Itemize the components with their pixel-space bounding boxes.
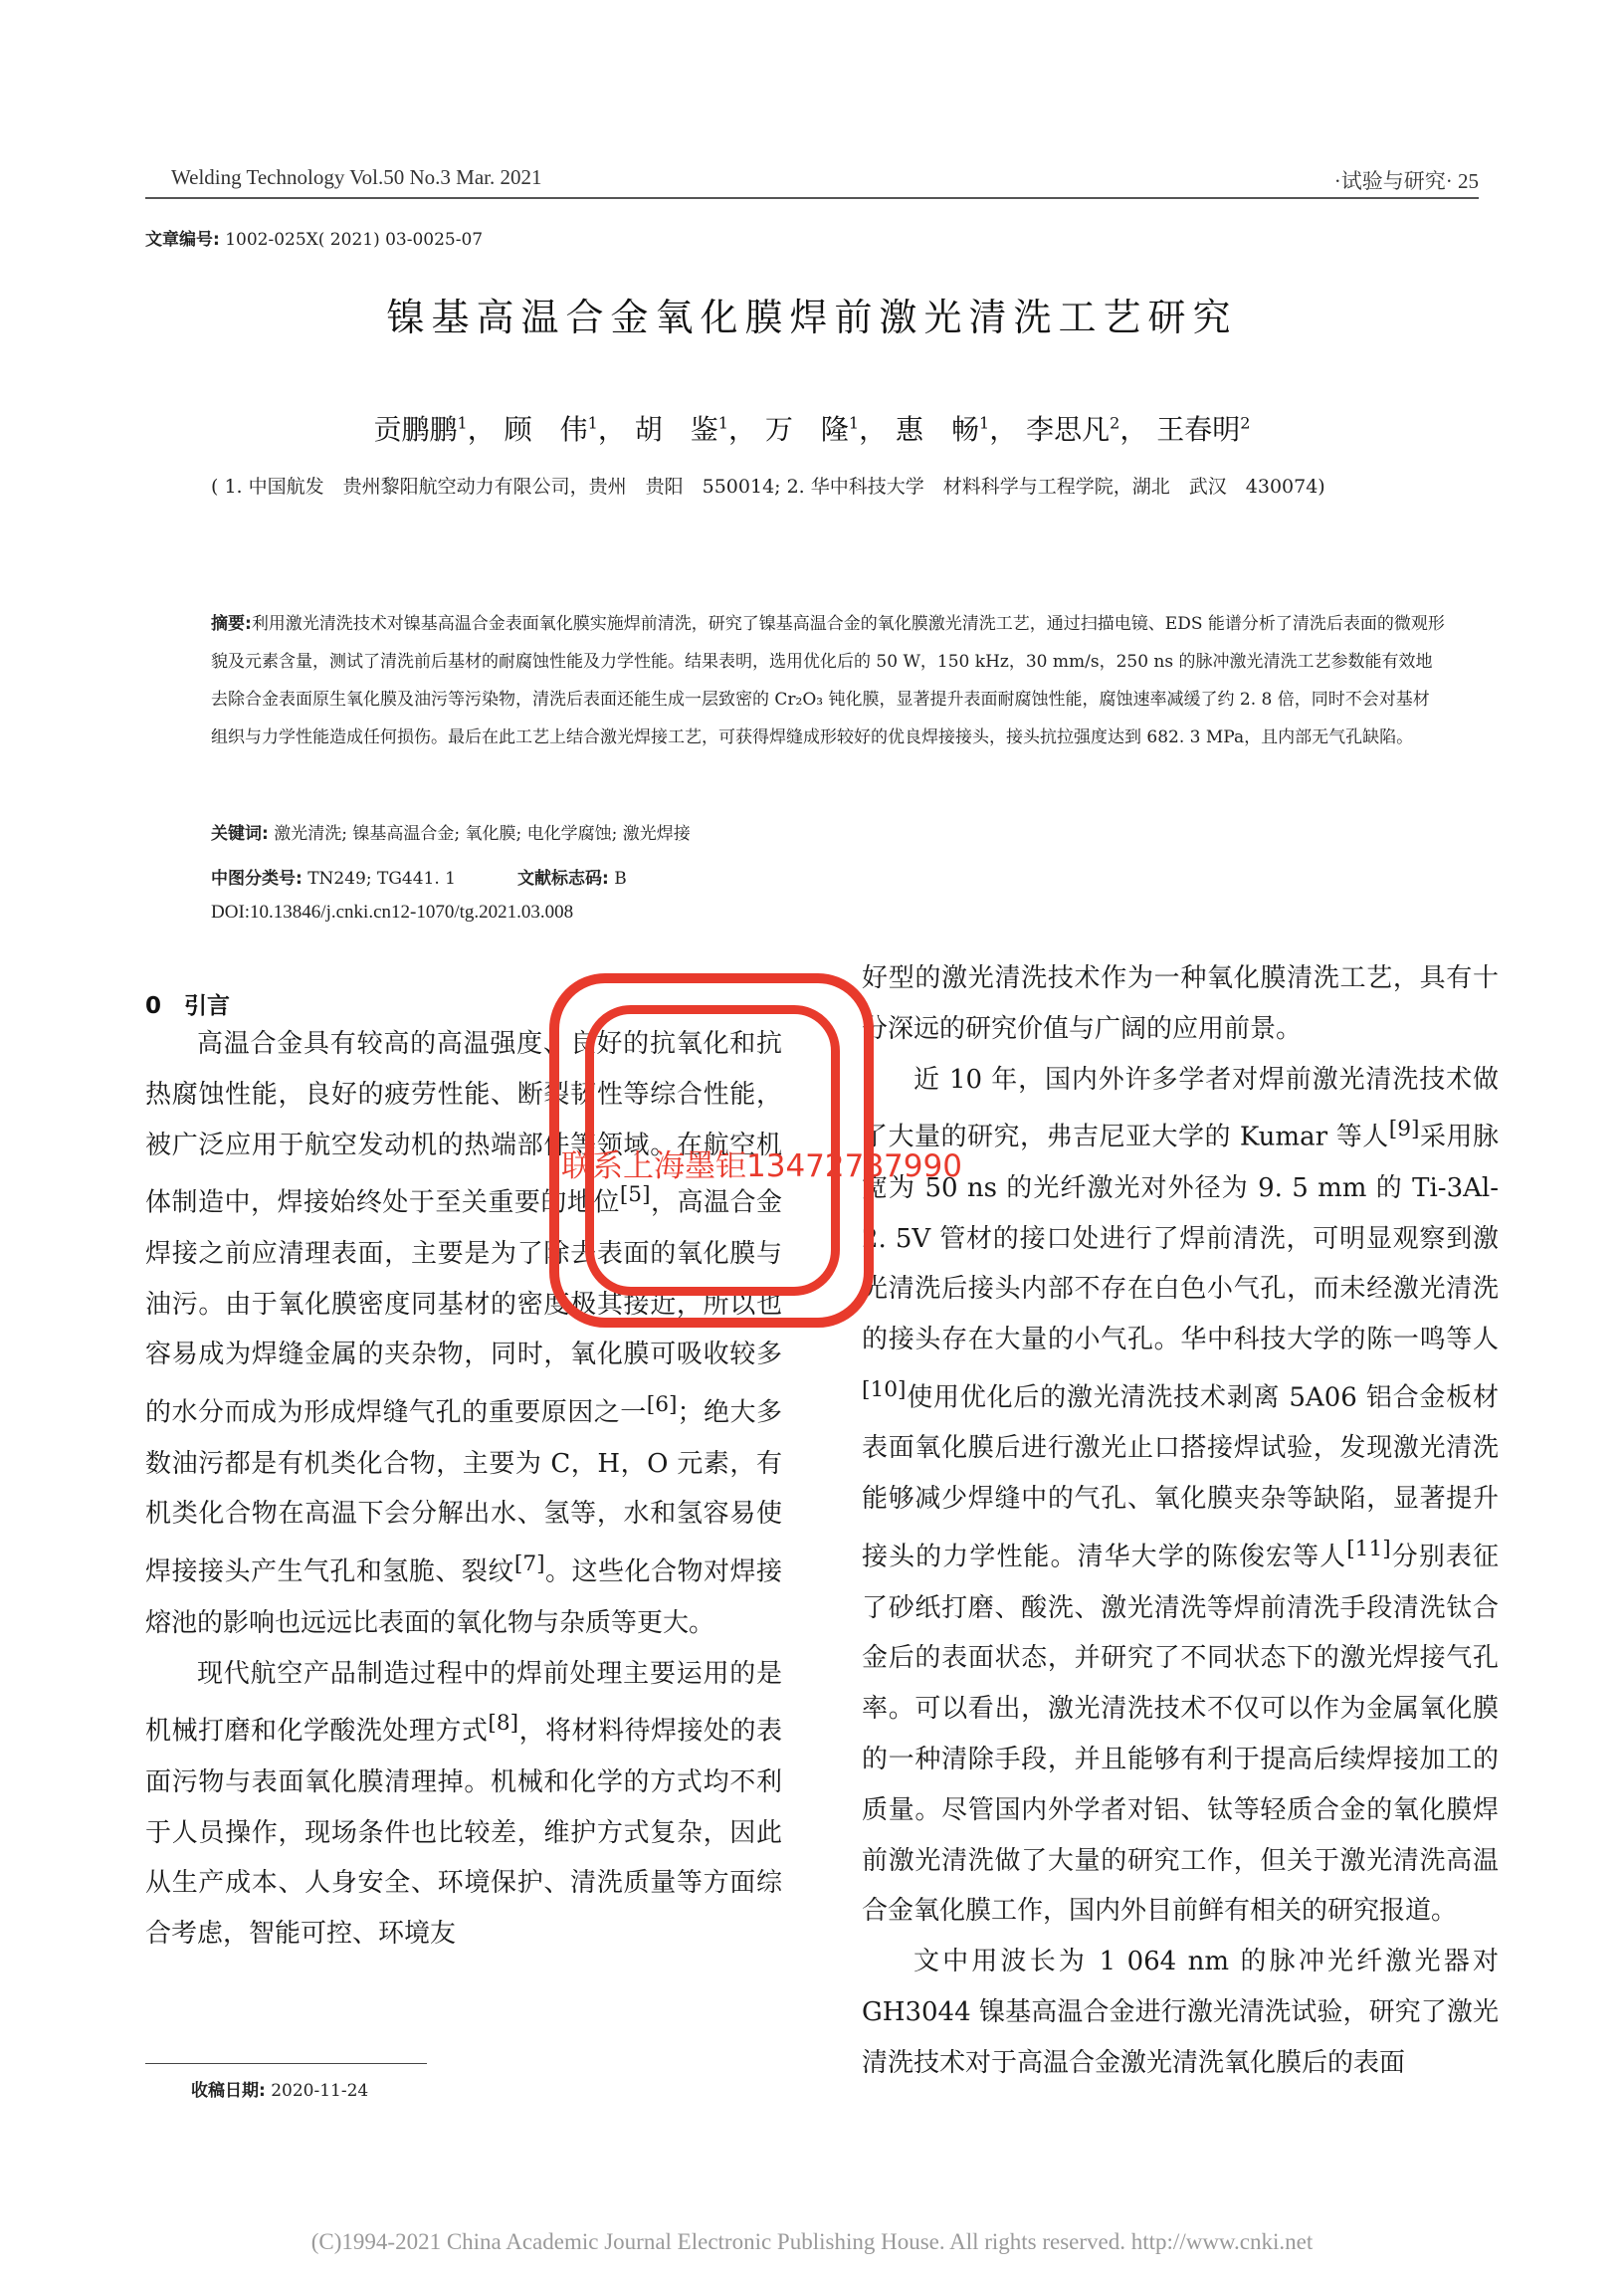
citation[interactable]: [6] [646,1392,678,1418]
received-date: 收稿日期: 2020-11-24 [191,2081,369,2101]
author: 贡鹏鹏$^1$ [373,413,468,446]
section-header: ·试验与研究· 25 [1333,169,1479,193]
abstract-text: 利用激光清洗技术对镍基高温合金表面氧化膜实施焊前清洗，研究了镍基高温合金的氧化膜激光清洗工艺，通过扫描电镜、EDS 能谱分析了清洗后表面的微观形貌及元素含量，测试了清洗前后基材的耐腐蚀性能及力学性能。结果表明，选用优化后的 50 W，150 kHz，30 mm/s，250 ns 的脉冲激光清洗工艺参数能有效地去除合金表面原生氧化膜及油污等污染物，清洗后表面还能生成一层致密的 Cr₂O₃ 钝化膜，显著提升表面耐腐蚀性能，腐蚀速率减缓了约 2. 8 倍，同时不会对基材组织与力学性能造成任何损伤。最后在此工艺上结合激光焊接工艺，可获得焊缝成形较好的优良焊接接头，接头抗拉强度达到 682. 3 MPa，且内部无气孔缺陷。 [211,614,1445,747]
paragraph: 文中用波长为 1 064 nm 的脉冲光纤激光器对 GH3044 镍基高温合金进行激光清洗试验，研究了激光清洗技术对于高温合金激光清洗氧化膜后的表面 [862,1947,1499,2078]
article-number: 文章编号: 1002-025X( 2021) 03-0025-07 [145,230,484,250]
paragraph: 近 10 年，国内外许多学者对焊前激光清洗技术做了大量的研究，弗吉尼亚大学的 Kumar 等人[9]采用脉宽为 50 ns 的光纤激光对外径为 9. 5 mm 的 Ti-3Al-2. 5V 管材的接口处进行了焊前清洗，可明显观察到激光清洗后接头内部不存在白色小气孔，而未经激光清洗的接头存在大量的小气孔。华中科技大学的陈一鸣等人[10]使用优化后的激光清洗技术剥离 5A06 铝合金板材表面氧化膜后进行激光止口搭接焊试验，发现激光清洗能够减少焊缝中的气孔、氧化膜夹杂等缺陷，显著提升接头的力学性能。清华大学的陈俊宏等人[11]分别表征了砂纸打磨、酸洗、激光清洗等焊前清洗手段清洗钛合金后的表面状态，并研究了不同状态下的激光焊接气孔率。可以看出，激光清洗技术不仅可以作为金属氧化膜的一种清除手段，并且能够有利于提高后续焊接加工的质量。尽管国内外学者对铝、钛等轻质合金的氧化膜焊前激光清洗做了大量的研究工作，但关于激光清洗高温合金氧化膜工作，国内外目前鲜有相关的研究报道。 [862,1064,1499,1927]
doi[interactable]: DOI:10.13846/j.cnki.cn12-1070/tg.2021.03.008 [211,902,574,923]
author: 惠 畅$^1$ [896,413,990,446]
watermark-text: 联系上海墨钜13472787990 [561,1148,962,1184]
author-list: 贡鹏鹏$^1$， 顾 伟$^1$， 胡 鉴$^1$， 万 隆$^1$， 惠 畅$^1$， 李思凡$^2$， 王春明$^2$ [373,413,1251,446]
paragraph: 高温合金具有较高的高温强度、良好的抗氧化和抗热腐蚀性能，良好的疲劳性能、断裂韧性等综合性能，被广泛应用于航空发动机的热端部件等领域。在航空机体制造中，焊接始终处于至关重要的地位[5]，高温合金焊接之前应清理表面，主要是为了除去表面的氧化膜与油污。由于氧化膜密度同基材的密度极其接近，所以也容易成为焊缝金属的夹杂物，同时，氧化膜可吸收较多的水分而成为形成焊缝气孔的重要原因之一[6]；绝大多数油污都是有机类化合物，主要为 C，H，O 元素，有机类化合物在高温下会分解出水、氢等，水和氢容易使焊接接头产生气孔和氢脆、裂纹[7]。这些化合物对焊接熔池的影响也远远比表面的氧化物与杂质等更大。 [145,1029,782,1638]
author: 李思凡$^2$ [1026,413,1120,446]
paper-title: 镍基高温合金氧化膜焊前激光清洗工艺研究 [386,296,1238,339]
citation[interactable]: [9] [1388,1117,1420,1142]
citation[interactable]: [5] [619,1182,651,1208]
header-rule [145,197,1479,199]
footnote-rule [145,2063,427,2064]
copyright-footer: (C)1994-2021 China Academic Journal Electronic Publishing House. All rights reserved. http://www.cnki.net [310,2229,1314,2254]
abstract: 摘要:利用激光清洗技术对镍基高温合金表面氧化膜实施焊前清洗，研究了镍基高温合金的氧化膜激光清洗工艺，通过扫描电镜、EDS 能谱分析了清洗后表面的微观形貌及元素含量，测试了清洗前后基材的耐腐蚀性能及力学性能。结果表明，选用优化后的 50 W，150 kHz，30 mm/s，250 ns 的脉冲激光清洗工艺参数能有效地去除合金表面原生氧化膜及油污等污染物，清洗后表面还能生成一层致密的 Cr₂O₃ 钝化膜，显著提升表面耐腐蚀性能，腐蚀速率减缓了约 2. 8 倍，同时不会对基材组织与力学性能造成任何损伤。最后在此工艺上结合激光焊接工艺，可获得焊缝成形较好的优良焊接接头，接头抗拉强度达到 682. 3 MPa，且内部无气孔缺陷。 [211,614,1445,747]
author: 王春明$^2$ [1156,413,1251,446]
author: 万 隆$^1$ [764,413,860,446]
keywords: 关键词: 激光清洗; 镍基高温合金; 氧化膜; 电化学腐蚀; 激光焊接 [211,824,691,844]
classification: 中图分类号: TN249; TG441. 1 文献标志码: B [211,869,627,889]
right-column [862,953,1499,2089]
author: 胡 鉴$^1$ [634,413,728,446]
paragraph: 现代航空产品制造过程中的焊前处理主要运用的是机械打磨和化学酸洗处理方式[8]，将材料待焊接处的表面污物与表面氧化膜清理掉。机械和化学的方式均不利于人员操作，现场条件也比较差，维护方式复杂，因此从生产成本、人身安全、环境保护、清洗质量等方面综合考虑，智能可控、环境友 [145,1658,782,1950]
citation[interactable]: [7] [513,1552,545,1577]
paragraph: 好型的激光清洗技术作为一种氧化膜清洗工艺，具有十分深远的研究价值与广阔的应用前景。 [862,963,1499,1044]
citation[interactable]: [8] [488,1711,519,1737]
citation[interactable]: [10] [862,1377,907,1403]
citation[interactable]: [11] [1346,1537,1391,1562]
journal-header: Welding Technology Vol.50 No.3 Mar. 2021 [171,165,542,189]
section-heading: 0 引言 [145,993,231,1019]
author: 顾 伟$^1$ [504,413,598,446]
affiliation: ( 1. 中国航发 贵州黎阳航空动力有限公司，贵州 贵阳 550014; 2. 华中科技大学 材料科学与工程学院，湖北 武汉 430074) [211,476,1325,498]
